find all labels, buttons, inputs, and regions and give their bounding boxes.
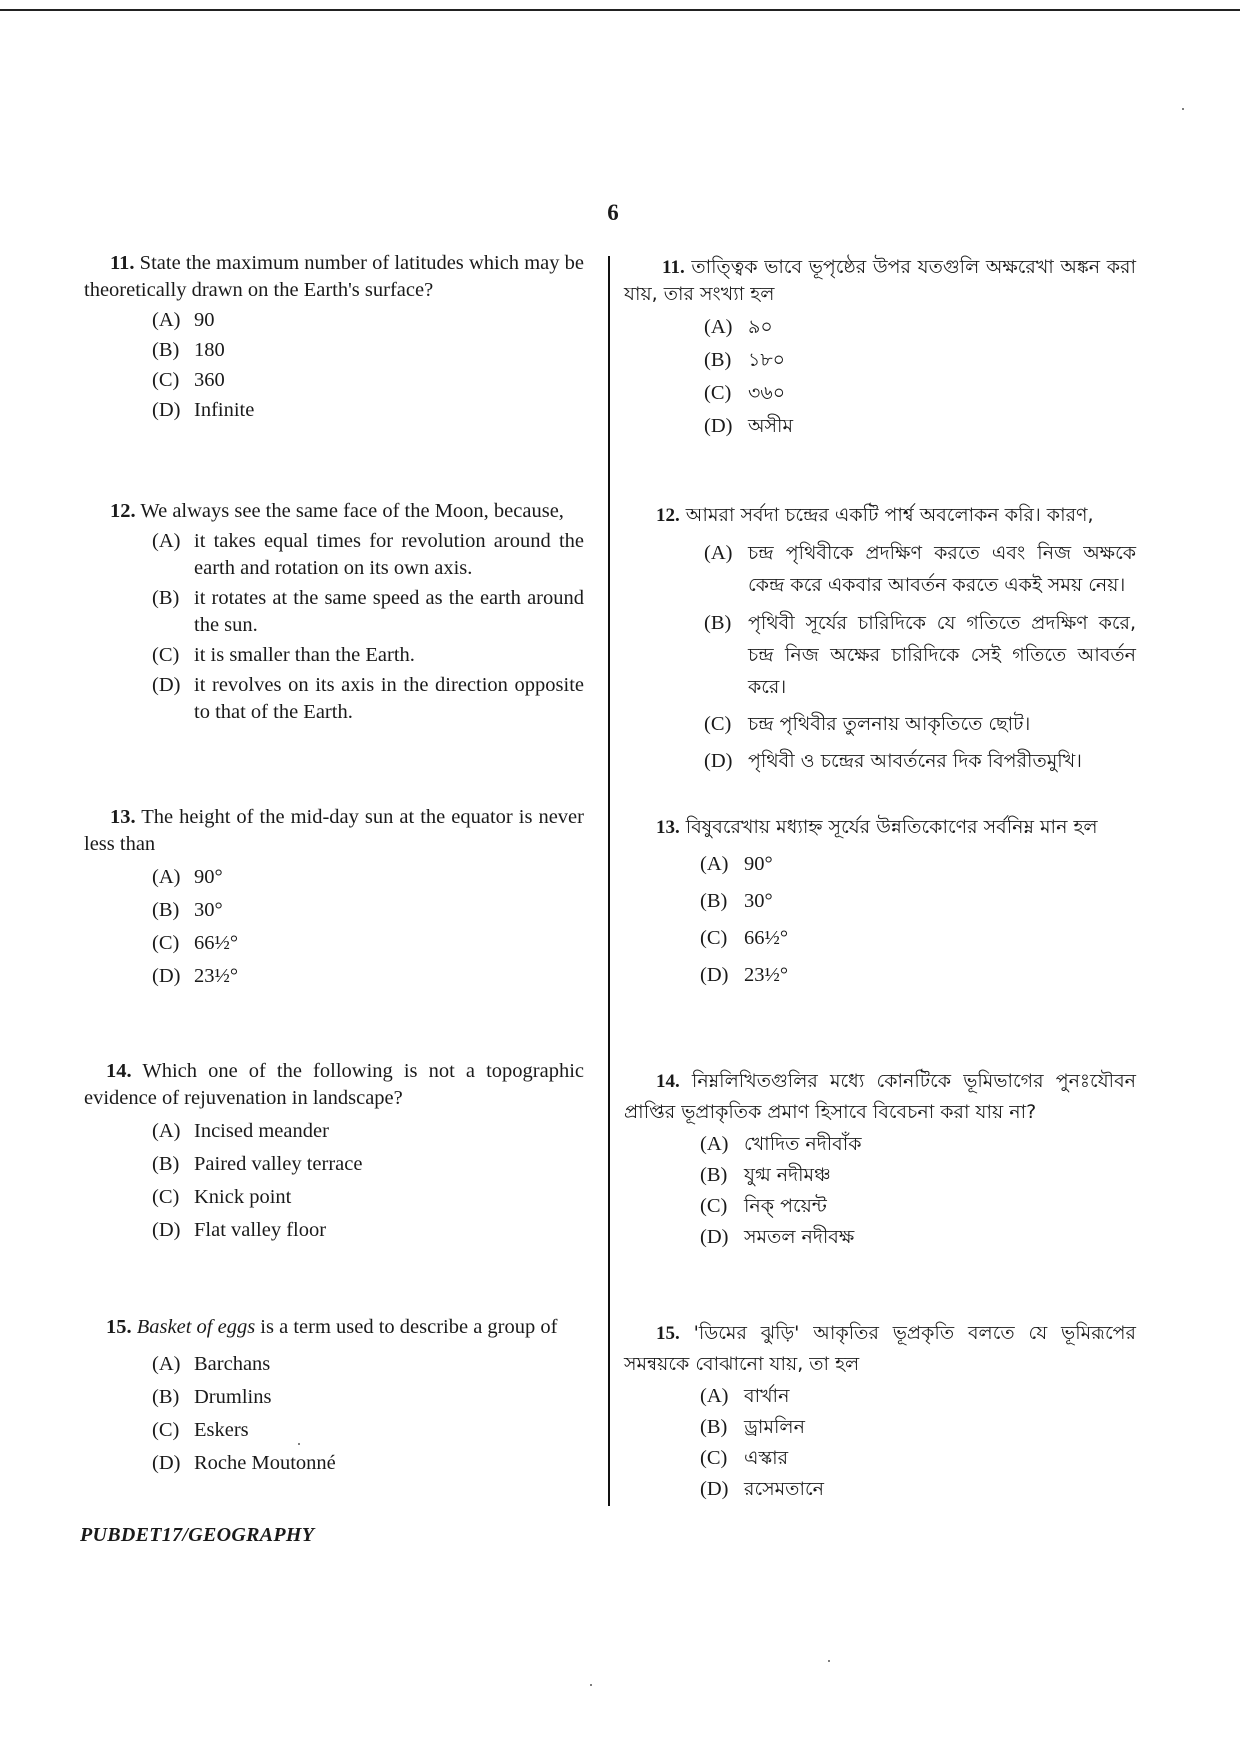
scan-speck	[1182, 108, 1184, 110]
question-text: The height of the mid-day sun at the equator is never less than	[84, 806, 584, 855]
option-d: (D) it revolves on its axis in the direction opposite to that of the Earth.	[152, 674, 584, 723]
question-14-en	[84, 1058, 584, 1244]
scan-speck	[298, 1443, 300, 1445]
option-d: (D) Flat valley floor	[152, 1219, 327, 1241]
option-c: (C) এস্কার	[700, 1447, 789, 1469]
option-c: (C) 66½°	[700, 927, 789, 949]
question-number: 15.	[106, 1316, 132, 1338]
question-text: বিষুবরেখায় মধ্যাহ্ন সূর্যের উন্নতিকোণের সর্বনিম্ন মান হল	[685, 816, 1098, 838]
question-text: State the maximum number of latitudes which may be theoretically drawn on the Earth's surface?	[84, 252, 584, 301]
question-text: আমরা সর্বদা চন্দ্রের একটি পার্শ্ব অবলোকন করি। কারণ,	[685, 504, 1094, 526]
option-b: (B) Paired valley terrace	[152, 1153, 363, 1175]
option-a: (A) 90°	[700, 853, 773, 875]
question-11-bn	[624, 254, 1136, 440]
question-15-bn	[624, 1318, 1136, 1503]
question-number: 12.	[656, 505, 680, 526]
question-stem	[84, 250, 584, 304]
option-d: (D) পৃথিবী ও চন্দ্রের আবর্তনের দিক বিপরীতমুখি।	[704, 750, 1082, 772]
option-b: (B) 30°	[700, 890, 773, 912]
question-number: 12.	[110, 500, 136, 522]
question-stem	[624, 1066, 1136, 1127]
question-text: is a term used to describe a group of	[255, 1316, 558, 1338]
option-a: (A) চন্দ্র পৃথিবীকে প্রদক্ষিণ করতে এবং নিজ অক্ষকে কেন্দ্র করে একবার আবর্তন করতে একই সময় নেয়।	[704, 542, 1136, 596]
question-text: 'ডিমের ঝুড়ি' আকৃতির ভূপ্রকৃতি বলতে যে ভূমিরূপের সমন্বয়কে বোঝানো যায়, তা হল	[624, 1322, 1136, 1375]
top-rule	[0, 9, 1240, 11]
scan-speck	[828, 1660, 830, 1662]
option-b: (B) ১৮০	[704, 349, 786, 371]
question-15-en	[84, 1314, 584, 1477]
question-stem	[84, 804, 584, 858]
option-d: (D) 23½°	[152, 965, 239, 987]
option-c: (C) Eskers	[152, 1419, 249, 1441]
option-a: (A) খোদিত নদীবাঁক	[700, 1133, 862, 1155]
option-b: (B) ড্রামলিন	[700, 1416, 805, 1438]
italic-term: Basket of eggs	[136, 1316, 256, 1338]
option-c: (C) 360	[152, 369, 225, 391]
question-number: 11.	[662, 257, 685, 278]
question-number: 11.	[110, 252, 135, 274]
question-number: 13.	[110, 806, 136, 828]
option-d: (D) সমতল নদীবক্ষ	[700, 1226, 855, 1248]
question-text: Which one of the following is not a topographic evidence of rejuvenation in landscape?	[84, 1060, 584, 1109]
page-number: 6	[607, 200, 619, 225]
option-a: (A) ৯০	[704, 316, 773, 338]
option-d: (D) 23½°	[700, 964, 789, 986]
option-a: (A) it takes equal times for revolution around the earth and rotation on its own axis.	[152, 530, 584, 579]
option-c: (C) নিক্ পয়েন্ট	[700, 1195, 827, 1217]
footer-code: PUBDET17/GEOGRAPHY	[80, 1524, 315, 1546]
option-d: (D) অসীম	[704, 415, 793, 437]
question-13-bn	[624, 814, 1136, 989]
option-b: (B) পৃথিবী সূর্যের চারিদিকে যে গতিতে প্রদক্ষিণ করে, চন্দ্র নিজ অক্ষের চারিদিকে সেই গতিতে আবর্তন করে।	[704, 612, 1136, 698]
question-number: 14.	[656, 1071, 680, 1092]
question-text: নিম্নলিখিতগুলির মধ্যে কোনটিকে ভূমিভাগের পুনঃযৌবন প্রাপ্তির ভূপ্রাকৃতিক প্রমাণ হিসাবে বিবেচনা করা যায় না?	[624, 1070, 1136, 1123]
scan-speck	[590, 1684, 592, 1686]
option-a: (A) Incised meander	[152, 1120, 329, 1142]
option-d: (D) Roche Moutonné	[152, 1452, 336, 1474]
option-b: (B) Drumlins	[152, 1386, 272, 1408]
question-text: তাত্ত্বিক ভাবে ভূপৃষ্ঠের উপর যতগুলি অক্ষরেখা অঙ্কন করা যায়, তার সংখ্যা হল	[624, 256, 1136, 305]
question-number: 14.	[106, 1060, 132, 1082]
question-12-en	[84, 498, 584, 726]
question-11-en	[84, 250, 584, 424]
option-b: (B) it rotates at the same speed as the earth around the sun.	[152, 587, 584, 636]
option-c: (C) it is smaller than the Earth.	[152, 644, 415, 666]
question-text: We always see the same face of the Moon, because,	[140, 500, 564, 522]
column-divider	[608, 256, 610, 1506]
question-14-bn	[624, 1066, 1136, 1251]
question-number: 15.	[656, 1323, 680, 1344]
option-b: (B) 180	[152, 339, 225, 361]
option-b: (B) যুগ্ম নদীমঞ্চ	[700, 1164, 831, 1186]
option-c: (C) Knick point	[152, 1186, 292, 1208]
option-c: (C) চন্দ্র পৃথিবীর তুলনায় আকৃতিতে ছোট।	[704, 713, 1031, 735]
option-d: (D) রসেমতানে	[700, 1478, 824, 1500]
question-stem	[624, 254, 1136, 308]
option-b: (B) 30°	[152, 899, 223, 921]
question-number: 13.	[656, 817, 680, 838]
question-13-en	[84, 804, 584, 990]
option-d: (D) Infinite	[152, 399, 255, 421]
question-stem	[84, 498, 584, 525]
question-stem	[84, 1058, 584, 1112]
question-stem	[84, 1314, 584, 1341]
option-a: (A) 90	[152, 309, 215, 331]
option-a: (A) Barchans	[152, 1353, 271, 1375]
question-stem	[624, 1318, 1136, 1379]
option-c: (C) ৩৬০	[704, 382, 786, 404]
option-a: (A) বার্খান	[700, 1385, 790, 1407]
question-stem	[624, 814, 1136, 841]
option-c: (C) 66½°	[152, 932, 239, 954]
question-stem	[624, 502, 1136, 529]
question-12-bn	[624, 502, 1136, 775]
option-a: (A) 90°	[152, 866, 223, 888]
